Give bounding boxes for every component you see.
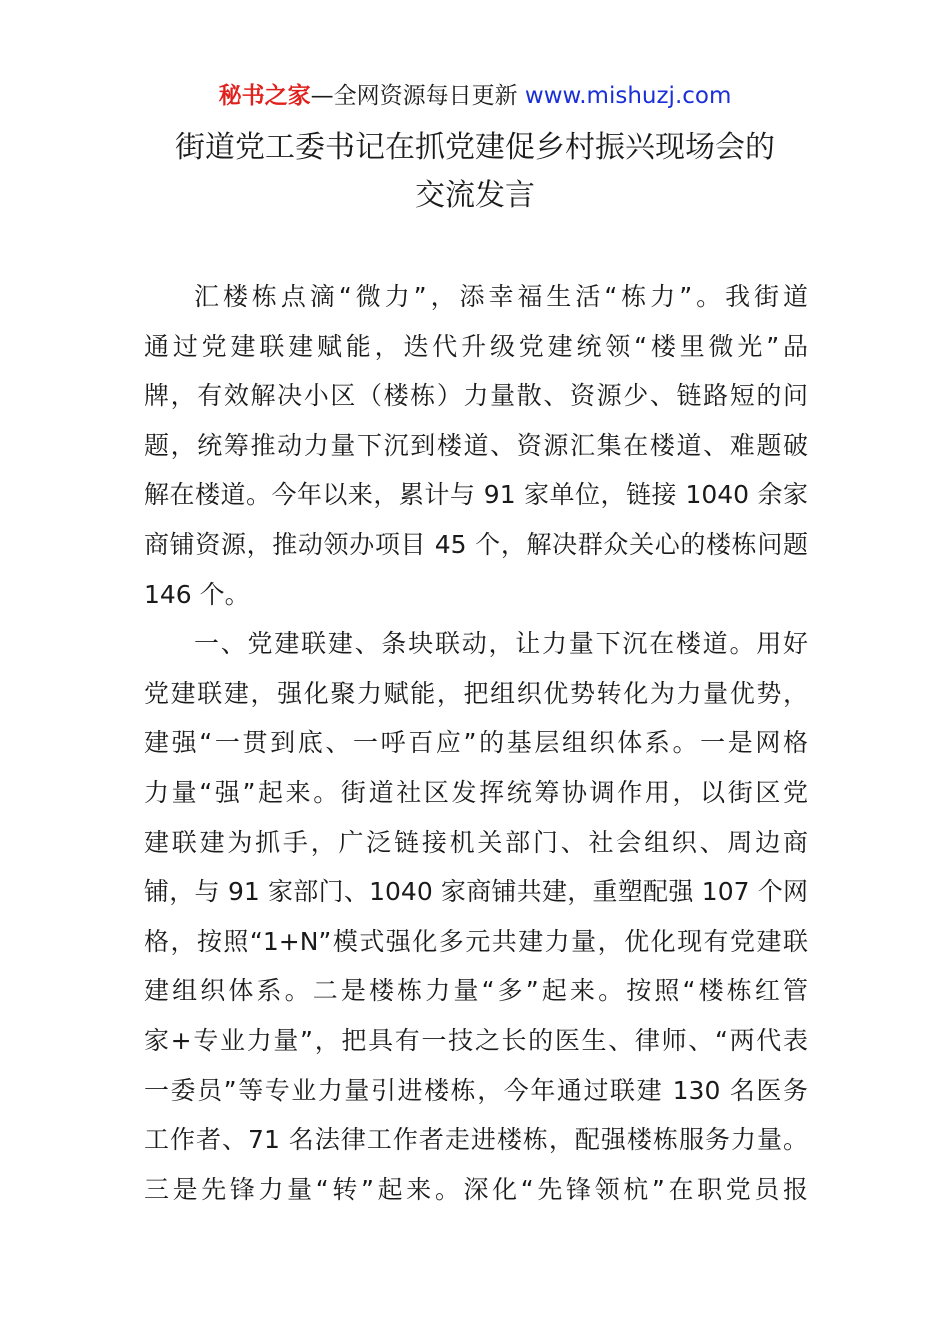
paragraph-1-line: 146 个。 — [144, 579, 250, 609]
document-body — [144, 272, 808, 1214]
paragraph-1-line: 牌，有效解决小区（楼栋）力量散、资源少、链路短的问 — [144, 381, 808, 411]
paragraph-1-line: 通过党建联建赋能，迭代升级党建统领“楼里微光”品 — [144, 331, 808, 361]
paragraph-2-line: 建强“一贯到底、一呼百应”的基层组织体系。一是网格 — [144, 728, 808, 758]
site-brand: 秘书之家 — [218, 83, 311, 109]
paragraph-2-line: 一委员”等专业力量引进楼栋，今年通过联建 130 名医务 — [144, 1075, 808, 1105]
paragraph-2-line: 工作者、71 名法律工作者走进楼栋，配强楼栋服务力量。 — [144, 1125, 808, 1155]
paragraph-1-line: 汇楼栋点滴“微力”，添幸福生活“栋力”。我街道 — [194, 282, 808, 311]
paragraph-1-line: 题，统筹推动力量下沉到楼道、资源汇集在楼道、难题破 — [144, 430, 808, 460]
site-tagline: —全网资源每日更新 — [310, 83, 525, 109]
paragraph-2-line: 力量“强”起来。街道社区发挥统筹协调作用，以街区党 — [144, 777, 808, 807]
paragraph-2-line: 三是先锋力量“转”起来。深化“先锋领杭”在职党员报 — [144, 1174, 808, 1204]
paragraph-2-line: 格，按照“1+N”模式强化多元共建力量，优化现有党建联 — [144, 926, 808, 956]
title-line-1: 街道党工委书记在抓党建促乡村振兴现场会的 — [175, 130, 775, 165]
paragraph-2-line: 党建联建，强化聚力赋能，把组织优势转化为力量优势， — [144, 678, 808, 708]
site-header — [0, 80, 950, 112]
paragraph-2-line: 建组织体系。二是楼栋力量“多”起来。按照“楼栋红管 — [144, 976, 808, 1006]
paragraph-1-line: 解在楼道。今年以来，累计与 91 家单位，链接 1040 余家 — [144, 480, 808, 510]
title-line-2: 交流发言 — [415, 178, 535, 213]
paragraph-2-line: 建联建为抓手，广泛链接机关部门、社会组织、周边商 — [144, 827, 808, 857]
site-url-link[interactable]: www.mishuzj.com — [524, 83, 732, 109]
paragraph-2-line: 一、党建联建、条块联动，让力量下沉在楼道。用好 — [194, 629, 808, 659]
document-title — [0, 124, 950, 220]
paragraph-2-line: 家+专业力量”，把具有一技之长的医生、律师、“两代表 — [144, 1025, 808, 1055]
paragraph-2-line: 铺，与 91 家部门、1040 家商铺共建，重塑配强 107 个网 — [144, 877, 808, 907]
paragraph-1-line: 商铺资源，推动领办项目 45 个，解决群众关心的楼栋问题 — [144, 529, 808, 559]
